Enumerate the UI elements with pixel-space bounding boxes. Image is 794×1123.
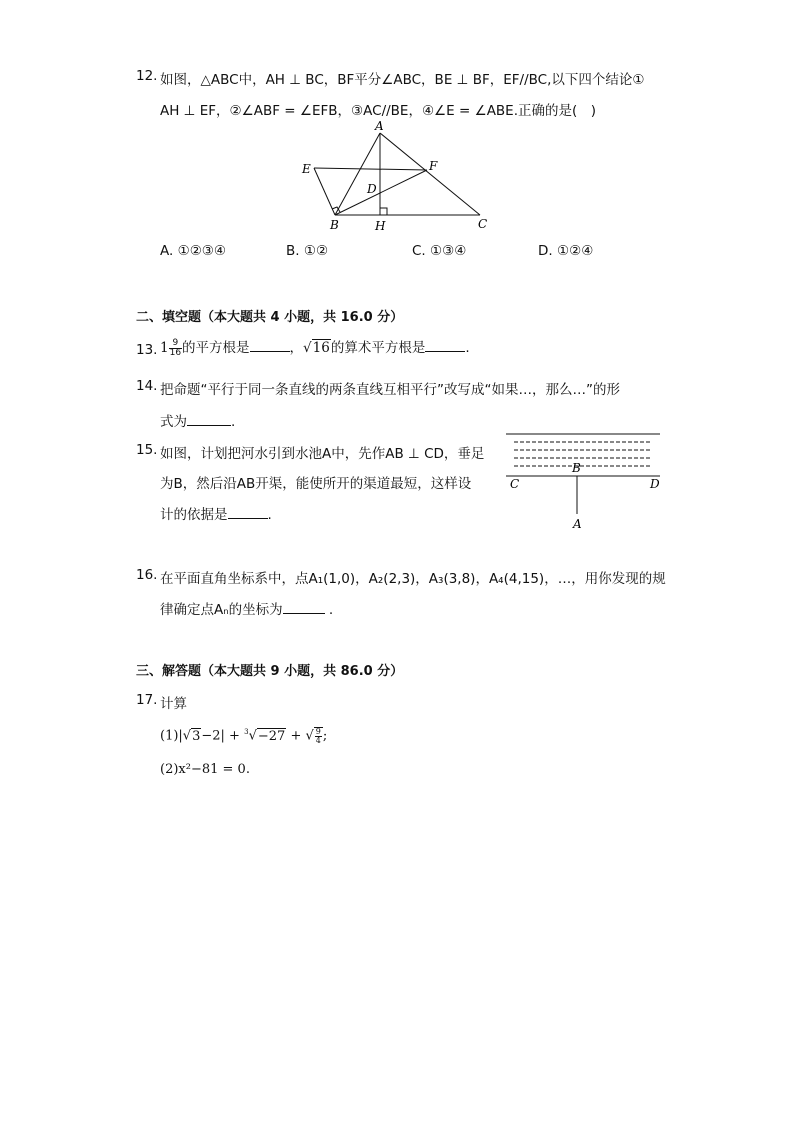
q14-answer-blank[interactable] <box>187 413 231 426</box>
q17-number: 17. <box>136 692 158 708</box>
option-text: ①②③④ <box>177 243 227 259</box>
q15-line3-pre: 计的依据是 <box>160 507 228 523</box>
q16-line2-pre: 律确定点Aₙ的坐标为 <box>160 602 283 618</box>
label-A: A <box>375 119 384 133</box>
q12-option-c[interactable] <box>412 243 466 259</box>
q14-line2-pre: 式为 <box>160 414 187 430</box>
label-C: C <box>478 217 488 231</box>
q12-option-a[interactable] <box>160 243 226 259</box>
q12-triangle-figure <box>290 118 500 236</box>
q15-line2: 为B，然后沿AB开渠，能使所开的渠道最短，这样设 <box>160 476 472 492</box>
q13-answer-blank-2[interactable] <box>425 339 465 352</box>
q13-whole: 1 <box>160 340 169 356</box>
label-D: D <box>367 182 377 196</box>
q12-line1: 如图，△ABC中，AH ⊥ BC，BF平分∠ABC，BE ⊥ BF，EF//BC,以下四个结论① <box>160 72 645 88</box>
option-text: ①② <box>303 243 329 259</box>
label-F: F <box>429 159 438 173</box>
label-C: C <box>510 477 520 491</box>
section2-title: 二、填空题（本大题共 4 小题，共 16.0 分） <box>136 310 404 325</box>
option-letter: D. <box>538 243 553 259</box>
q13-line: 1 $\frac{9}{16}$ 的平方根是 ，√16的算术平方根是 . <box>160 337 470 358</box>
q13-sqrt-arg: 16 <box>312 340 330 356</box>
q13-number: 13. <box>136 342 158 358</box>
q17-title: 计算 <box>160 696 187 712</box>
q15-number: 15. <box>136 442 158 458</box>
q17-p1-prefix: (1)| <box>160 728 183 744</box>
q17-part1: (1)|√3−2| + $^3$√−27 + √ $\frac{9}{4}$ ; <box>160 727 328 745</box>
label-A: A <box>573 517 582 531</box>
q16-end: . <box>328 602 334 618</box>
option-letter: B. <box>286 243 300 259</box>
q12-option-d[interactable] <box>538 243 593 259</box>
option-letter: A. <box>160 243 174 259</box>
label-E: E <box>302 162 311 176</box>
q14-number: 14. <box>136 378 158 394</box>
q15-river-figure <box>500 428 668 534</box>
q14-line2 <box>160 410 235 430</box>
label-B: B <box>330 218 339 232</box>
q13-text1: 的平方根是 <box>182 340 250 356</box>
q14-line1: 把命题“平行于同一条直线的两条直线互相平行”改写成“如果…，那么…”的形 <box>160 382 620 398</box>
q17-p1-plus: + <box>290 728 302 744</box>
section3-title: 三、解答题（本大题共 9 小题，共 86.0 分） <box>136 664 404 679</box>
option-letter: C. <box>412 243 426 259</box>
q17-root-index: 3 <box>244 728 249 737</box>
q17-p1-fraction: $\frac{9}{4}$ <box>315 727 321 745</box>
q17-cube-arg: −27 <box>257 728 286 744</box>
q13-text2: 的算术平方根是 <box>330 340 426 356</box>
q12-number: 12. <box>136 68 158 84</box>
q15-line1: 如图，计划把河水引到水池A中，先作AB ⊥ CD，垂足 <box>160 446 485 462</box>
q15-end: . <box>267 507 272 523</box>
label-B: B <box>572 461 581 475</box>
q12-line2: AH ⊥ EF，②∠ABF = ∠EFB，③AC//BE，④∠E = ∠ABE.正确的是( ) <box>160 103 597 119</box>
segment-BE <box>314 168 335 215</box>
q14-end: . <box>231 414 236 430</box>
q13-answer-blank-1[interactable] <box>250 339 290 352</box>
q13-fraction: $\frac{9}{16}$ <box>169 337 182 358</box>
label-D: D <box>650 477 660 491</box>
q17-part2: (2)x²−81 = 0. <box>160 762 250 777</box>
segment-EF <box>314 168 427 170</box>
q12-option-b[interactable] <box>286 243 328 259</box>
segment-AB <box>335 133 380 215</box>
q16-answer-blank[interactable] <box>283 601 325 614</box>
q13-end: . <box>465 340 470 356</box>
q16-line2 <box>160 598 333 618</box>
sqrt-symbol: √ <box>303 340 312 356</box>
option-text: ①③④ <box>430 243 467 259</box>
segment-AC <box>380 133 480 215</box>
q17-p1-end: ; <box>322 728 328 744</box>
q15-answer-blank[interactable] <box>228 506 268 519</box>
q17-p1-sqrt3: 3 <box>192 728 201 744</box>
label-H: H <box>375 219 386 233</box>
q15-line3 <box>160 503 272 523</box>
q16-number: 16. <box>136 567 158 583</box>
q16-line1: 在平面直角坐标系中，点A₁(1,0)，A₂(2,3)，A₃(3,8)，A₄(4,15)，…，用你发现的规 <box>160 571 666 587</box>
option-text: ①②④ <box>556 243 594 259</box>
right-angle-mark-H <box>380 208 387 215</box>
q17-p1-mid: −2| + <box>201 728 240 744</box>
